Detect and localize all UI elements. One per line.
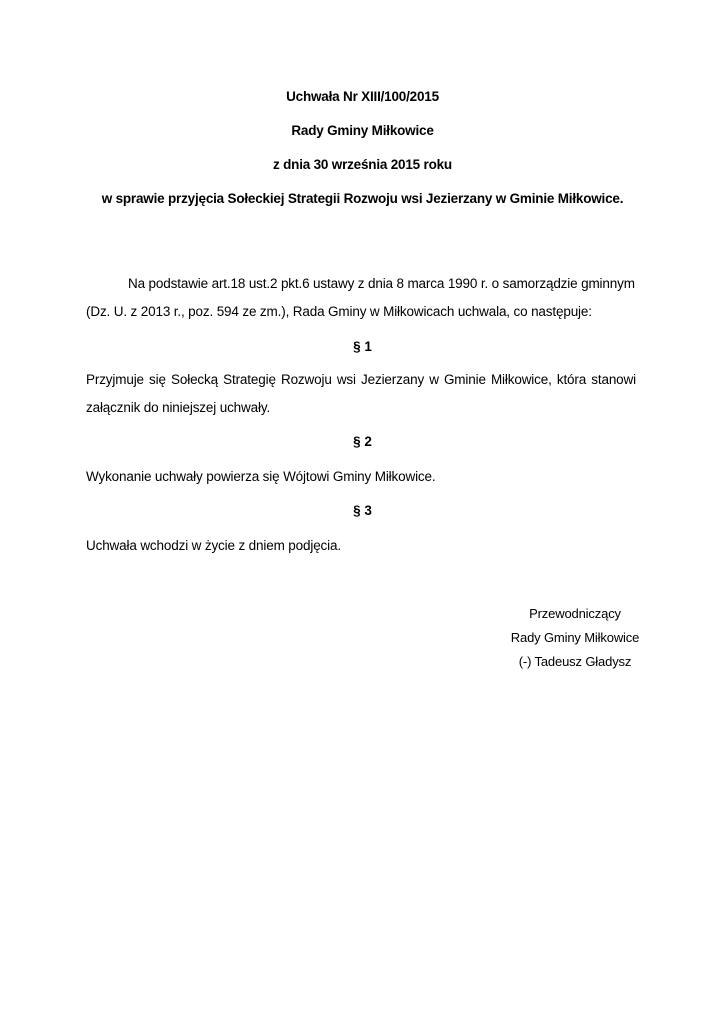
- section-1-line-1: Przyjmuje się Sołecką Strategię Rozwoju wsi Jezierzany w Gminie Miłkowice, która stanowi: [86, 372, 636, 387]
- preamble-line-1: Na podstawie art.18 ust.2 pkt.6 ustawy z dnia 8 marca 1990 r. o samorządzie gminnym: [128, 276, 635, 291]
- council-name: Rady Gminy Miłkowice: [291, 123, 434, 138]
- section-1-line-2: załącznik do niniejszej uchwały.: [86, 400, 271, 415]
- signature-title: Przewodniczący: [529, 606, 621, 621]
- section-2-line-1: Wykonanie uchwały powierza się Wójtowi Gminy Miłkowice.: [86, 469, 436, 484]
- signature-body: Rady Gminy Miłkowice: [510, 630, 640, 645]
- section-3-heading: § 3: [353, 503, 372, 518]
- section-3-line-1: Uchwała wchodzi w życie z dniem podjęcia.: [86, 538, 341, 553]
- preamble-line-2: (Dz. U. z 2013 r., poz. 594 ze zm.), Rada Gminy w Miłkowicach uchwala, co następuje:: [86, 304, 592, 319]
- signature-name: (-) Tadeusz Gładysz: [518, 654, 632, 669]
- resolution-subject: w sprawie przyjęcia Sołeckiej Strategii Rozwoju wsi Jezierzany w Gminie Miłkowice.: [101, 191, 624, 206]
- section-2-heading: § 2: [353, 434, 372, 449]
- resolution-number: Uchwała Nr XIII/100/2015: [286, 89, 439, 104]
- resolution-date: z dnia 30 września 2015 roku: [273, 157, 452, 172]
- section-1-heading: § 1: [353, 339, 372, 354]
